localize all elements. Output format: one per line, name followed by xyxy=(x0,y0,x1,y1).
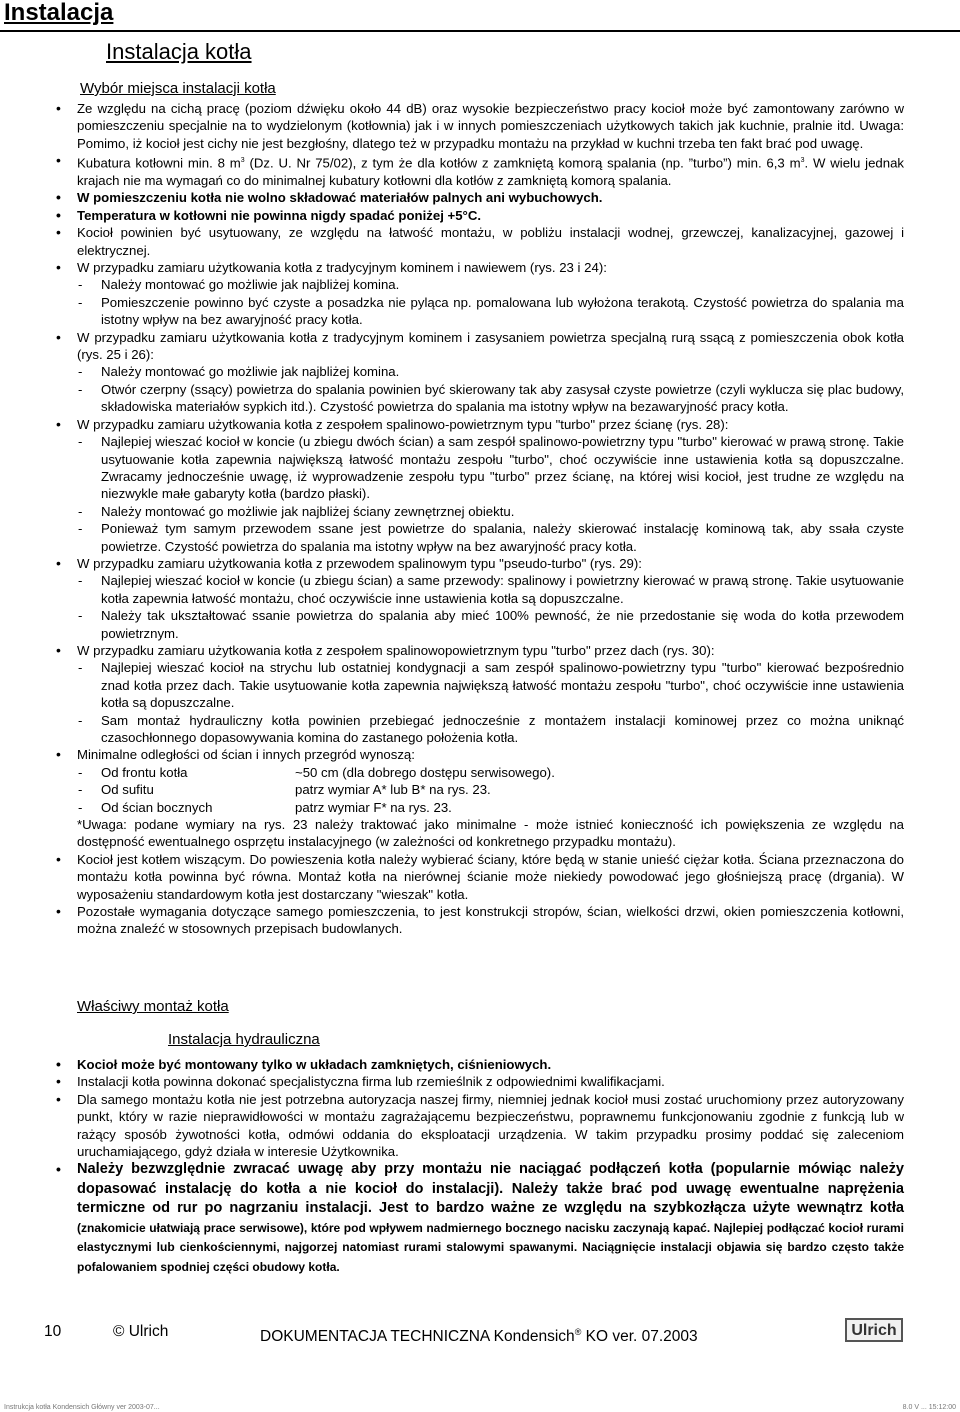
subheading-mount: Właściwy montaż kotła xyxy=(77,998,229,1015)
distance-row xyxy=(52,764,904,781)
list-item: • Dla samego montażu kotła nie jest potrzebna autoryzacja naszej firmy, niemniej jednak kocioł musi zostać uruchomiony przez autoryzowany punkt, który w razie nieprawidłowości w montażu zagrażającemu bezpieczeństwu, poprawnemu funkcjonowaniu zgodnie z funkcją lub w rażący sposób żywotności kotła, odmówi oddania do eksploatacji urządzenia. W takim przypadku prosimy poddać się zaleceniom uruchamiającego, gdyż działa w interesie Użytkownika. xyxy=(52,1091,904,1161)
dash-item: - Sam montaż hydrauliczny kotła powinien przebiegać jednocześnie z montażem instalacji kominowej przez co można uniknąć czasochłonnego dopasowywania komina do zastanego położenia kotła. xyxy=(52,712,904,747)
dash-item: - Należy tak ukształtować ssanie powietrza do spalania aby mieć 100% pewność, że nie przedostanie się woda do kotła przewodem powietrznym. xyxy=(52,607,904,642)
text: Należy bezwzględnie zwracać uwagę aby przy montażu nie naciągać podłączeń kotła (popularnie mówiąc należy dopasować instalację do kotła a nie kocioł do instalacji). Należy także brać pod uwagę ewentualne naprężenia termiczne od rur po nagrzaniu instalacji. Jest to bardzo ważne ze względu na szybkozłącza użyte wewnątrz kotła xyxy=(77,1161,904,1217)
main-content xyxy=(52,100,904,938)
list-item: • Minimalne odległości od ścian i innych przegród wynoszą: xyxy=(52,746,904,763)
text: . W wielu jednak krajach nie ma wymagań co do minimalnej kubatury kotłowni dla kotłów z zamkniętą komorą spalania. xyxy=(77,155,905,189)
list-item xyxy=(52,1160,904,1277)
distance-label: - Od ścian bocznych xyxy=(101,799,213,815)
list-item: • W pomieszczeniu kotła nie wolno składować materiałów palnych ani wybuchowych. xyxy=(52,189,904,206)
dash-item: - Pomieszczenie powinno być czyste a posadzka nie pyląca np. pomalowana lub wyłożona terakotą. Czystość powietrza do spalania ma istotny wpływ na bez awaryjność pracy kotła. xyxy=(52,294,904,329)
list-item: • Kocioł powinien być usytuowany, ze względu na łatwość montażu, w pobliżu instalacji wodnej, grzewczej, kanalizacyjnej, gazowej i elektrycznej. xyxy=(52,224,904,259)
copyright: © Ulrich xyxy=(113,1323,169,1340)
dash-item: - Należy montować go możliwie jak najbliżej ściany zewnętrznej obiektu. xyxy=(52,503,904,520)
list-item: • Kocioł jest kotłem wiszącym. Do powieszenia kotła należy wybierać ściany, które będą w stanie unieść ciężar kotła. Ściana przeznaczona do montażu kotła powinna być równa. Montaż kotła na nierównej ścianie może niekiedy powodować jego głośniejszą pracę (drgania). W wyposażeniu standardowym kotła jest dostarczany "wieszak" kotła. xyxy=(52,851,904,903)
dash-item: - Należy montować go możliwie jak najbliżej komina. xyxy=(52,276,904,293)
distance-row xyxy=(52,781,904,798)
print-strip xyxy=(0,1404,960,1412)
list-item: • Ze względu na cichą pracę (poziom dźwięku około 44 dB) oraz wysokie bezpieczeństwo pracy kocioł może być zamontowany zarówno w pomieszczeniu specjalnie na to wydzielonym (kotłownia) jak i w innych pomieszczeniach użytkowych takich jak kuchnie, pralnie itd. Uwaga: Pomimo, iż kocioł jest cichy nie jest bezgłośny, dlatego też w przypadku montażu na przykład w kuchni trzeba ten fakt brać pod uwagę. xyxy=(52,100,904,152)
superscript: 3 xyxy=(240,157,245,165)
hydraulic-content xyxy=(52,1056,904,1277)
distance-label: - Od frontu kotła xyxy=(101,764,188,780)
dash-item: - Należy montować go możliwie jak najbliżej komina. xyxy=(52,363,904,380)
distance-value: ~50 cm (dla dobrego dostępu serwisowego). xyxy=(295,764,555,780)
page-title: Instalacja xyxy=(4,0,114,26)
doc-title-text: DOKUMENTACJA TECHNICZNA Kondensich xyxy=(260,1328,575,1346)
text: które pod wpływem nadmiernego bocznego nacisku zaczynają kapać. Najlepiej podłączać kocioł rurami elastycznymi lub cienkościennymi, najgorzej natomiast rurami stalowymi spawanymi. Naciągnięcie instalacji objawia się bardzo często także pofalowaniem spodniej części obudowy kotła. xyxy=(77,1220,904,1274)
doc-version-text: KO ver. 07.2003 xyxy=(581,1328,698,1346)
dash-item: - Najlepiej wieszać kocioł w koncie (u zbiegu dwóch ścian) a sam zespół spalinowo-powietrzny typu "turbo" kierować w prawą stronę. Takie usytuowanie kotła zapewnia największą łatwość montażu zespołu "turbo", choć oczywiście inne ustawienia kotła są dopuszczalne. Zwracamy jednocześnie uwagę, iż wyprowadzenie zespołu typu "turbo" przez ścianę, na której wisi kocioł, jest trudne ze względu na niezwykle małe gabaryty kotła (bardzo płaski). xyxy=(52,433,904,503)
dash-item: - Najlepiej wieszać kocioł w koncie (u zbiegu ścian) a same przewody: spalinowy i powietrzny kierować w prawą stronę. Takie usytuowanie kotła zapewnia łatwość montażu, choć oczywiście inne ustawienia kotła są dopuszczalne. xyxy=(52,572,904,607)
list-item: • Instalacji kotła powinna dokonać specjalistyczna firma lub rzemieślnik z odpowiednimi kwalifikacjami. xyxy=(52,1073,904,1090)
superscript: 3 xyxy=(800,157,805,165)
distance-label: - Od sufitu xyxy=(101,782,154,798)
distance-value: patrz wymiar F* na rys. 23. xyxy=(295,799,452,815)
list-item xyxy=(52,152,904,189)
note: *Uwaga: podane wymiary na rys. 23 należy traktować jako minimalne - może istnieć konieczność ich powiększenia ze względu na dostępność ewentualnego osprzętu instalacyjnego (w zależności od konkretnego przypadku montażu). xyxy=(77,817,904,850)
list-item: • Kocioł może być montowany tylko w układach zamkniętych, ciśnieniowych. xyxy=(52,1056,904,1073)
print-info-right: 8.0 V ... 15:12:00 xyxy=(902,1404,956,1411)
page-header xyxy=(0,0,960,32)
list-item: • W przypadku zamiaru użytkowania kotła z tradycyjnym kominem i nawiewem (rys. 23 i 24): xyxy=(52,259,904,276)
page-footer xyxy=(0,1316,960,1356)
brand-logo: Ulrich xyxy=(845,1318,903,1342)
distance-value: patrz wymiar A* lub B* na rys. 23. xyxy=(295,782,491,798)
list-item: • W przypadku zamiaru użytkowania kotła z zespołem spalinowo-powietrznym typu "turbo" przez ścianę (rys. 28): xyxy=(52,416,904,433)
dash-item: - Otwór czerpny (ssący) powietrza do spalania powinien być skierowany tak aby zasysał czyste powietrze (czyli wyklucza się plac budowy, składowiska materiałów sypkich itd.). Czystość powietrza do spalania ma istotny wpływ na bezawaryjność pracy kotła. xyxy=(52,381,904,416)
text: (znakomicie ułatwiają prace serwisowe), xyxy=(77,1220,311,1235)
dash-item: - Ponieważ tym samym przewodem ssane jest powietrze do spalania, należy skierować instalację kominową tak, aby ssała czyste powietrze. Czystość powietrza do spalania ma istotny wpływ na bez awaryjność pracy kotła. xyxy=(52,520,904,555)
print-info-left: Instrukcja kotła Kondensich Główny ver 2003-07... xyxy=(4,1404,160,1411)
list-item: • Temperatura w kotłowni nie powinna nigdy spadać poniżej +5°C. xyxy=(52,207,904,224)
list-item: • W przypadku zamiaru użytkowania kotła z zespołem spalinowopowietrznym typu "turbo" przez dach (rys. 30): xyxy=(52,642,904,659)
subheading-choice: Wybór miejsca instalacji kotła xyxy=(80,80,276,97)
page-number: 10 xyxy=(44,1323,62,1340)
list-item: • Pozostałe wymagania dotyczące samego pomieszczenia, to jest konstrukcji stropów, ścian, wielkości drzwi, okien pomieszczenia kotłowni, można znaleźć w stosownych przepisach budowlanych. xyxy=(52,903,904,938)
list-item: • W przypadku zamiaru użytkowania kotła z przewodem spalinowym typu "pseudo-turbo" (rys. 29): xyxy=(52,555,904,572)
dash-item: - Najlepiej wieszać kocioł na strychu lub ostatniej kondygnacji a sam zespół spalinowo-powietrzny typu "turbo" kierować bezpośrednio znad kotła przez dach. Takie usytuowanie kotła zapewnia największą łatwość montażu zespołu "turbo", choć oczywiście inne ustawienia kotła są dopuszczalne. xyxy=(52,659,904,711)
text: Kubatura kotłowni min. 8 m xyxy=(77,155,241,171)
section-title: Instalacja kotła xyxy=(106,39,252,64)
document-title xyxy=(260,1322,698,1347)
distance-row xyxy=(52,799,904,816)
subheading-hydraulic: Instalacja hydrauliczna xyxy=(168,1031,320,1048)
list-item: • W przypadku zamiaru użytkowania kotła z tradycyjnym kominem i zasysaniem powietrza specjalną rurą ssącą z pomieszczenia obok kotła (rys. 25 i 26): xyxy=(52,329,904,364)
registered-mark: ® xyxy=(574,1327,582,1337)
text: (Dz. U. Nr 75/02), z tym że dla kotłów z zamkniętą komorą spalania (np. ”turbo”) min. 6,3 m xyxy=(244,155,801,171)
